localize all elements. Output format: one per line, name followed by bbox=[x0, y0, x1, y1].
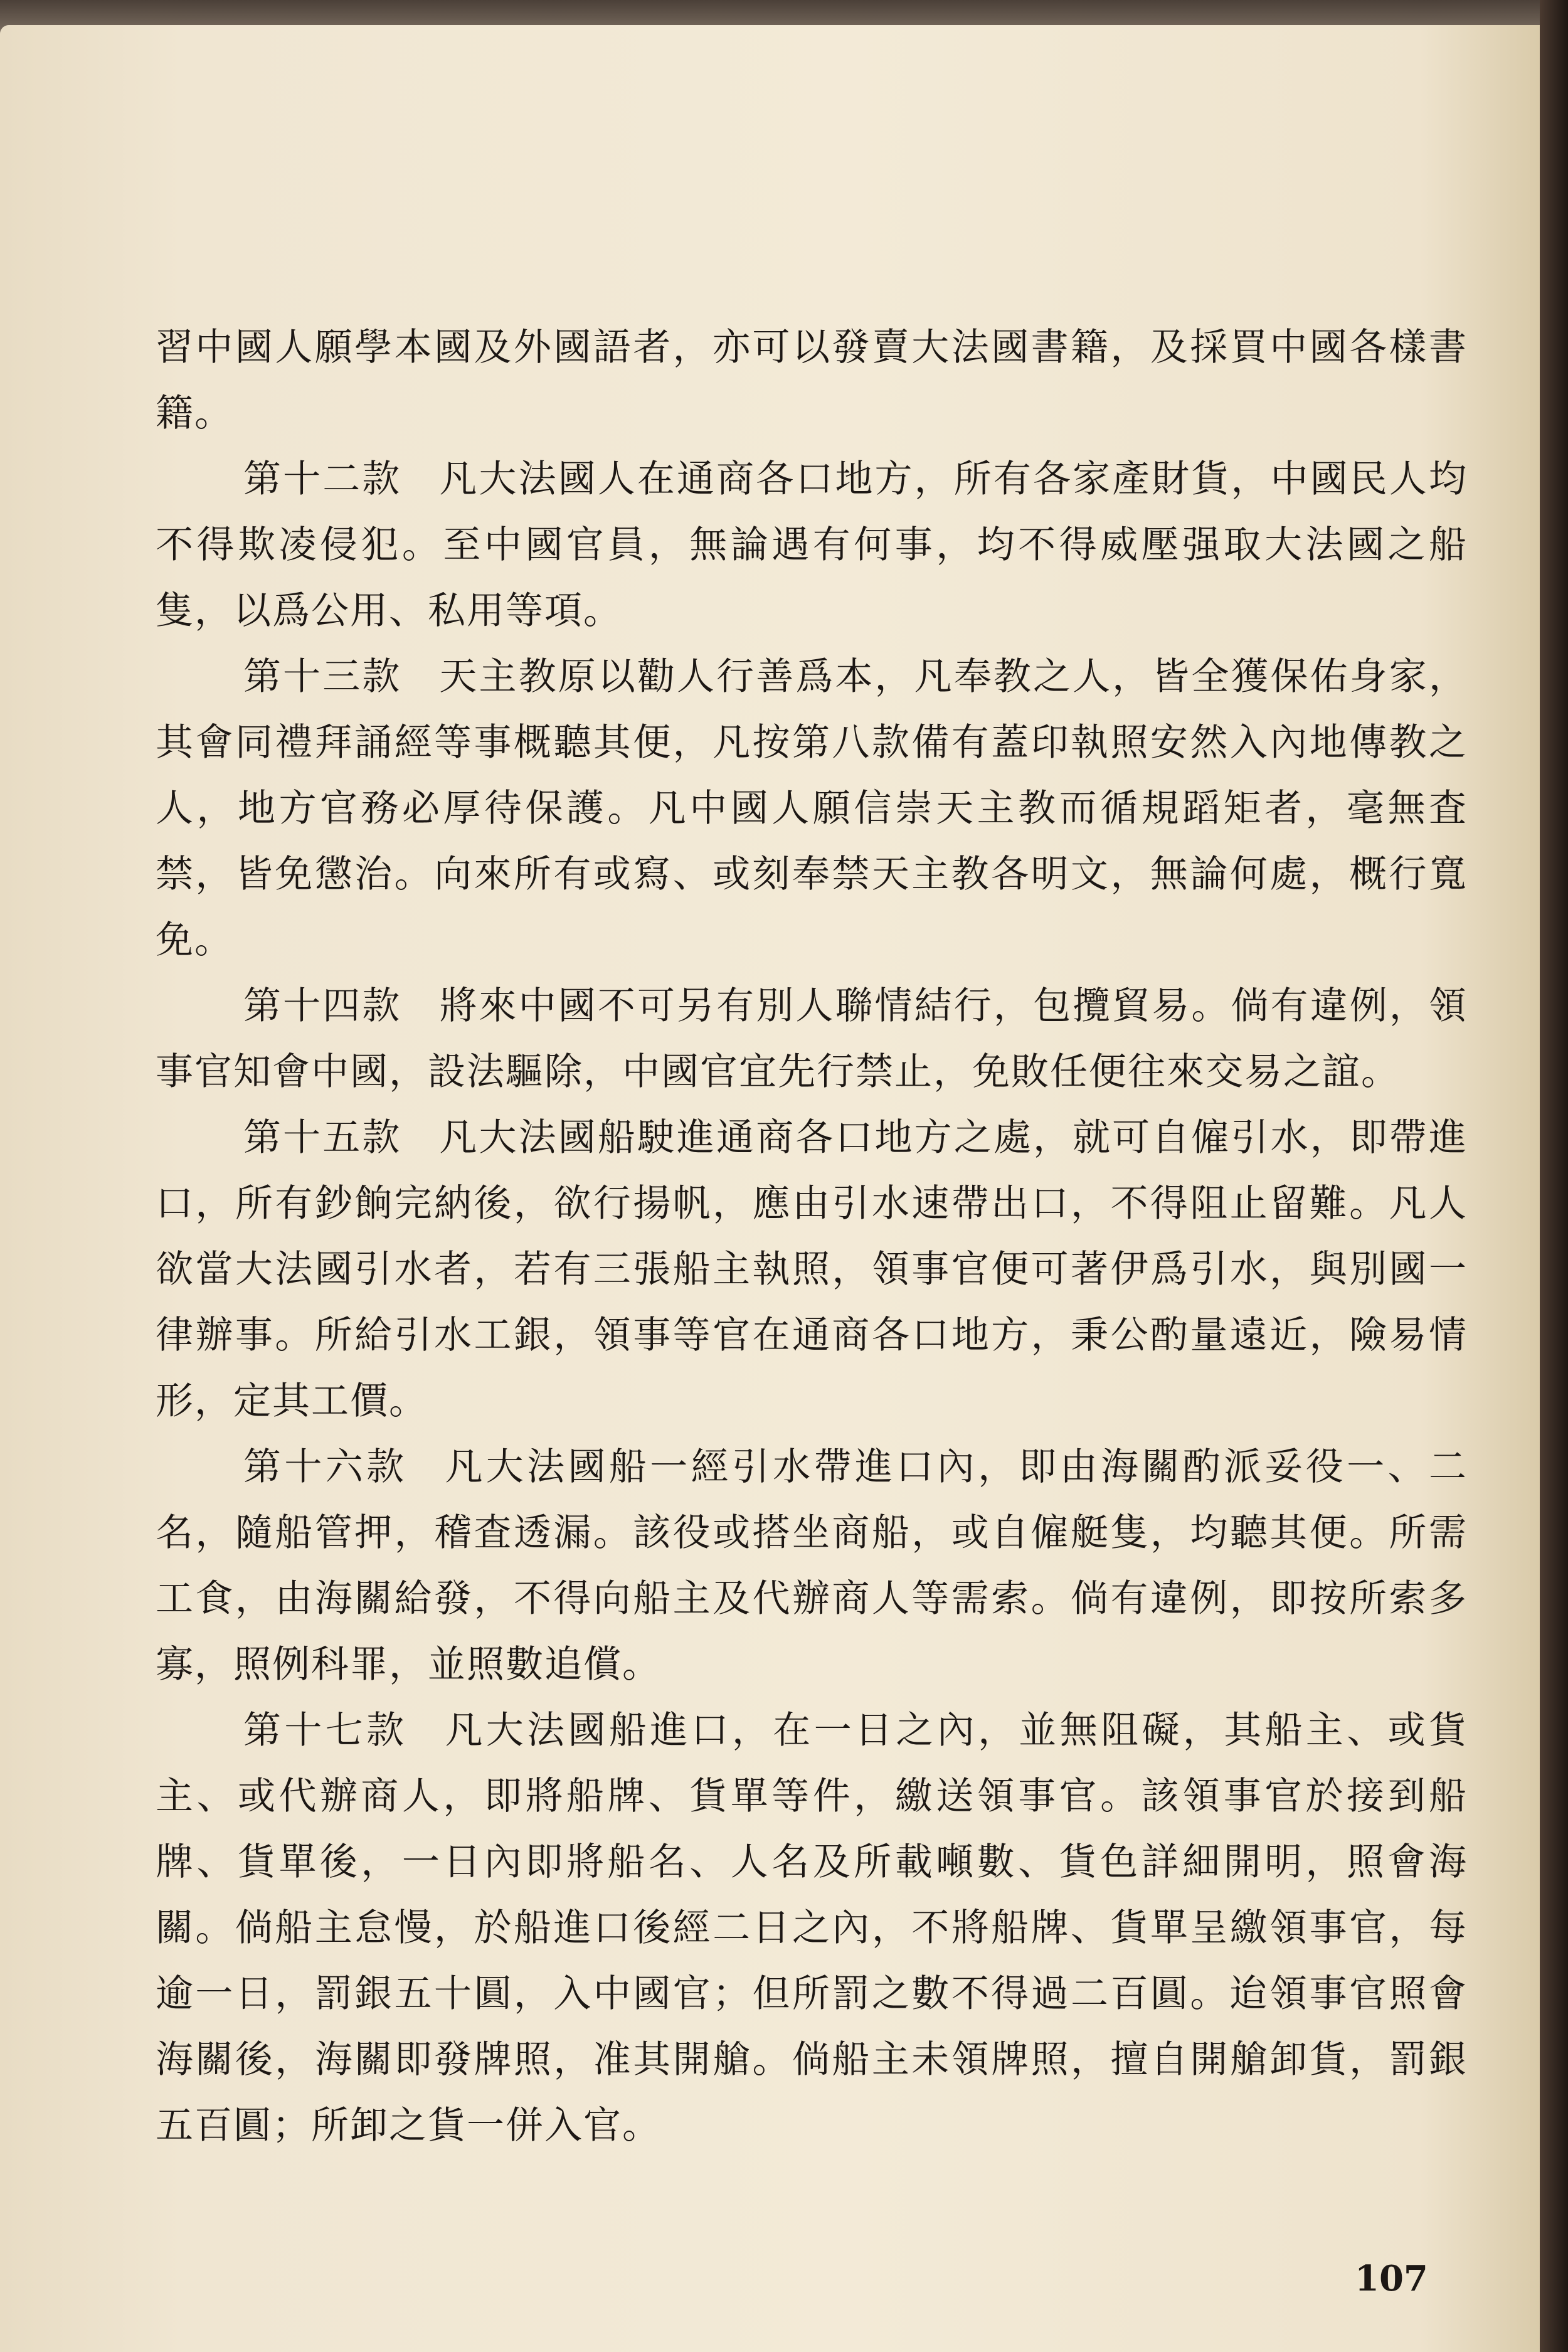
paragraph-text: 凡大法國船一經引水帶進口內，即由海關酌派妥役一、二名，隨船管押，稽査透漏。該役或搭坐商船，或自僱艇隻，均聽其便。所需工食，由海關給發，不得向船主及代辦商人等需索。倘有違例，即按所索多寡，照例科罪，並照數追償。 bbox=[156, 1445, 1468, 1687]
article-number: 第十五款 bbox=[243, 1116, 402, 1160]
page-number: 107 bbox=[1355, 2258, 1428, 2299]
paragraph-text: 習中國人願學本國及外國語者，亦可以發賣大法國書籍，及採買中國各樣書籍。 bbox=[156, 326, 1468, 435]
paragraph bbox=[156, 447, 1468, 644]
body-text bbox=[156, 315, 1468, 2159]
article-number: 第十二款 bbox=[243, 457, 402, 501]
paragraph bbox=[156, 1698, 1468, 2159]
paragraph-text: 凡大法國船進口，在一日之內，並無阻礙，其船主、或貨主、或代辦商人，即將船牌、貨單等件，繳送領事官。該領事官於接到船牌、貨單後，一日內即將船名、人名及所載噸數、貨色詳細開明，照會海關。倘船主怠慢，於船進口後經二日之內，不將船牌、貨單呈繳領事官，每逾一日，罰銀五十圓，入中國官；但所罰之數不得過二百圓。迨領事官照會海關後，海關即發牌照，准其開艙。倘船主未領牌照，擅自開艙卸貨，罰銀五百圓；所卸之貨一併入官。 bbox=[156, 1708, 1468, 2148]
paragraph-text: 凡大法國船駛進通商各口地方之處，就可自僱引水，即帶進口，所有鈔餉完納後，欲行揚帆，應由引水速帶出口，不得阻止留難。凡人欲當大法國引水者，若有三張船主執照，領事官便可著伊爲引水，與別國一律辦事。所給引水工銀，領事等官在通商各口地方，秉公酌量遠近，險易情形，定其工價。 bbox=[156, 1116, 1468, 1423]
paragraph bbox=[156, 315, 1468, 447]
article-number: 第十三款 bbox=[243, 655, 402, 699]
paragraph-text: 天主教原以勸人行善爲本，凡奉教之人，皆全獲保佑身家，其會同禮拜誦經等事概聽其便，凡按第八款備有蓋印執照安然入內地傳教之人，地方官務必厚待保護。凡中國人願信崇天主教而循規蹈矩者，毫無査禁，皆免懲治。向來所有或寫、或刻奉禁天主教各明文，無論何處，概行寬免。 bbox=[156, 655, 1468, 962]
paragraph bbox=[156, 644, 1468, 973]
book-spine bbox=[1540, 0, 1568, 2352]
book-page bbox=[0, 25, 1543, 2352]
article-number: 第十六款 bbox=[243, 1445, 408, 1489]
paragraph-text: 將來中國不可另有別人聯情結行，包攬貿易。倘有違例，領事官知會中國，設法驅除，中國官宜先行禁止，免敗任便往來交易之誼。 bbox=[156, 984, 1468, 1094]
paragraph bbox=[156, 973, 1468, 1105]
article-number: 第十四款 bbox=[243, 984, 402, 1028]
paragraph bbox=[156, 1434, 1468, 1698]
article-number: 第十七款 bbox=[243, 1708, 408, 1752]
paragraph-text: 凡大法國人在通商各口地方，所有各家產財貨，中國民人均不得欺凌侵犯。至中國官員，無論遇有何事，均不得威壓强取大法國之船隻，以爲公用、私用等項。 bbox=[156, 457, 1468, 633]
paragraph bbox=[156, 1105, 1468, 1434]
